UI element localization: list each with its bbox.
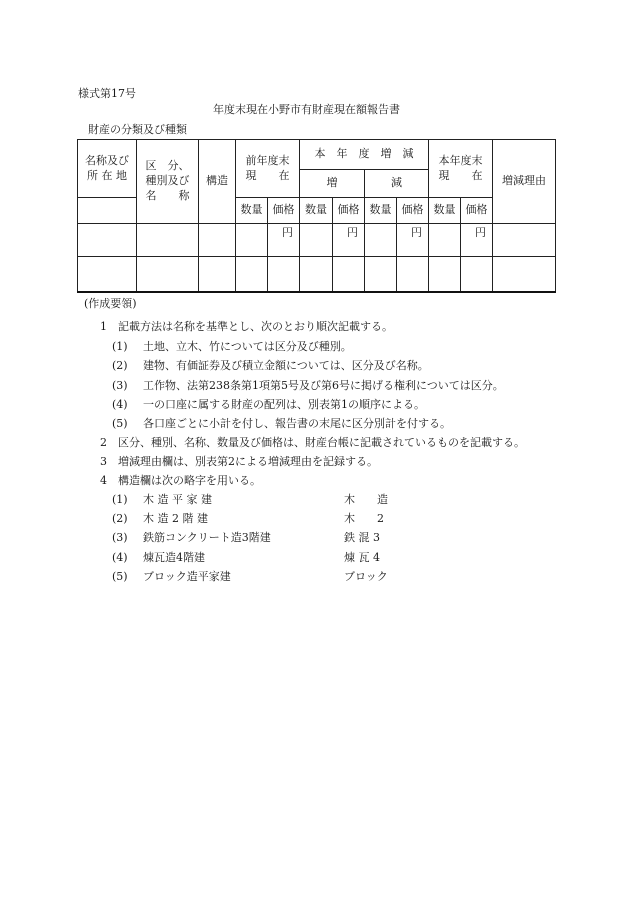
header-decrease: 減 (365, 170, 429, 198)
code-number: (2) (112, 512, 128, 525)
header-qty: 数量 (365, 198, 397, 224)
header-structure: 構造 (199, 140, 236, 224)
cell (137, 257, 199, 292)
note-text: 建物、有価証券及び積立金額については、区分及び名称。 (143, 359, 429, 372)
header-price: 価格 (461, 198, 493, 224)
note-text: 増減理由欄は、別表第2による増減理由を記録する。 (118, 455, 378, 468)
cell (429, 257, 461, 292)
cell (493, 224, 556, 257)
note-number: (4) (112, 398, 128, 411)
code-description: ブロック造平家建 (143, 570, 231, 583)
cell (461, 257, 493, 292)
header-increase: 増 (300, 170, 365, 198)
code-description: 煉瓦造4階建 (143, 551, 205, 564)
cell (333, 257, 365, 292)
note-number: (3) (112, 379, 128, 392)
code-description: 鉄筋コンクリート造3階建 (143, 531, 271, 544)
form-number: 様式第17号 (78, 87, 136, 100)
code-abbreviation: ブロック (344, 570, 388, 583)
cell (137, 224, 199, 257)
yen-unit: 円 (268, 224, 300, 257)
cell (236, 257, 268, 292)
header-qty: 数量 (236, 198, 268, 224)
cell (300, 224, 333, 257)
note-text: 区分、種別、名称、数量及び価格は、財産台帳に記載されているものを記載する。 (118, 436, 525, 449)
header-price: 価格 (333, 198, 365, 224)
header-current-change: 本 年 度 増 減 (300, 140, 429, 170)
code-abbreviation: 煉 瓦 4 (344, 551, 380, 564)
code-abbreviation: 木 造 (344, 493, 388, 506)
code-description: 木 造 平 家 建 (143, 493, 212, 506)
header-name-location: 名称及び 所 在 地 (78, 140, 137, 198)
note-text: 一の口座に属する財産の配列は、別表第1の順序による。 (143, 398, 425, 411)
note-number: (2) (112, 359, 128, 372)
header-qty: 数量 (429, 198, 461, 224)
header-current-year: 本年度末 現 在 (429, 140, 493, 198)
table-row (78, 224, 556, 257)
header-price: 価格 (268, 198, 300, 224)
property-report-table (77, 139, 556, 293)
cell (78, 224, 137, 257)
yen-unit: 円 (397, 224, 429, 257)
cell (199, 257, 236, 292)
note-text: 各口座ごとに小計を付し、報告書の末尾に区分別計を付する。 (143, 417, 451, 430)
header-prev-year: 前年度末 現 在 (236, 140, 300, 198)
note-number: 3 (100, 455, 107, 468)
header-qty: 数量 (300, 198, 333, 224)
notes-heading: (作成要領) (84, 297, 137, 310)
section-label: 財産の分類及び種類 (88, 123, 187, 136)
yen-unit: 円 (333, 224, 365, 257)
note-text: 記載方法は名称を基準とし、次のとおり順次記載する。 (118, 320, 393, 333)
yen-unit: 円 (461, 224, 493, 257)
document-title: 年度末現在小野市有財産現在額報告書 (213, 103, 400, 116)
note-text: 工作物、法第238条第1項第5号及び第6号に掲げる権利については区分。 (143, 379, 504, 392)
code-description: 木 造 2 階 建 (143, 512, 208, 525)
cell (397, 257, 429, 292)
note-number: (1) (112, 340, 128, 353)
cell (268, 257, 300, 292)
note-number: 2 (100, 436, 107, 449)
table-row (78, 257, 556, 292)
header-price: 価格 (397, 198, 429, 224)
note-number: 4 (100, 474, 107, 487)
cell (365, 224, 397, 257)
code-abbreviation: 木 2 (344, 512, 384, 525)
code-abbreviation: 鉄 混 3 (344, 531, 380, 544)
cell (365, 257, 397, 292)
header-name-location-cont (78, 198, 137, 224)
code-number: (1) (112, 493, 128, 506)
cell (199, 224, 236, 257)
code-number: (3) (112, 531, 128, 544)
cell (429, 224, 461, 257)
header-category: 区 分、 種別及び 名 称 (137, 140, 199, 224)
cell (236, 224, 268, 257)
cell (300, 257, 333, 292)
note-text: 土地、立木、竹については区分及び種別。 (143, 340, 352, 353)
note-number: (5) (112, 417, 128, 430)
cell (493, 257, 556, 292)
cell (78, 257, 137, 292)
code-number: (4) (112, 551, 128, 564)
note-number: 1 (100, 320, 107, 333)
note-text: 構造欄は次の略字を用いる。 (118, 474, 261, 487)
code-number: (5) (112, 570, 128, 583)
header-reason: 増減理由 (493, 140, 556, 224)
